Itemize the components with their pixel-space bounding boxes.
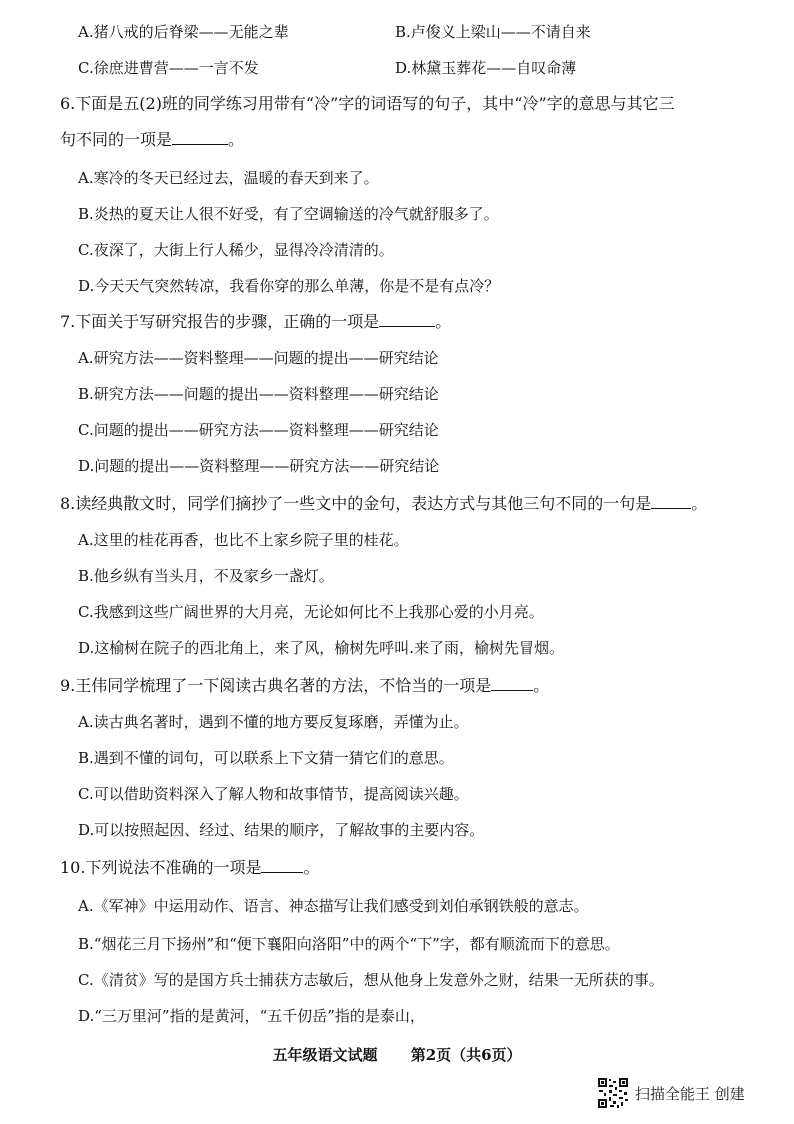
- answer-blank[interactable]: [651, 494, 691, 509]
- q10-stem: [60, 858, 319, 878]
- qr-code-icon: [597, 1077, 629, 1109]
- q7-option-d: D.问题的提出——资料整理——研究方法——研究结论: [78, 457, 440, 475]
- q7-option-c: C.问题的提出——研究方法——资料整理——研究结论: [78, 421, 439, 439]
- page-footer: [0, 1044, 794, 1065]
- option-a-top: A.猪八戒的后脊梁——无能之辈: [78, 23, 289, 41]
- q8-option-b: B.他乡纵有当头月，不及家乡一盏灯。: [78, 567, 334, 585]
- q6-stem-line2: [60, 130, 244, 150]
- scanner-label: 扫描全能王 创建: [635, 1084, 745, 1103]
- q10-option-b: B.“烟花三月下扬州”和“便下襄阳向洛阳”中的两个“下”字，都有顺流而下的意思。: [78, 935, 620, 953]
- scanner-watermark: [597, 1076, 745, 1110]
- q6-option-a: A.寒冷的冬天已经过去，温暖的春天到来了。: [78, 169, 379, 187]
- q9-option-d: D.可以按照起因、经过、结果的顺序，了解故事的主要内容。: [78, 821, 485, 839]
- option-c-top: C.徐庶进曹营——一言不发: [78, 59, 259, 77]
- q7-stem: [60, 312, 451, 332]
- q9-option-c: C.可以借助资料深入了解人物和故事情节，提高阅读兴趣。: [78, 785, 469, 803]
- q8-stem: [60, 494, 707, 514]
- q9-stem: [60, 676, 549, 696]
- option-b-top: B.卢俊义上梁山——不请自来: [395, 23, 591, 41]
- q8-option-c: C.我感到这些广阔世界的大月亮，无论如何比不上我那心爱的小月亮。: [78, 603, 544, 621]
- q6-option-c: C.夜深了，大街上行人稀少，显得冷冷清清的。: [78, 241, 394, 259]
- q6-stem-end: 。: [228, 130, 245, 149]
- q6-option-b: B.炎热的夏天让人很不好受，有了空调输送的冷气就舒服多了。: [78, 205, 499, 223]
- answer-blank[interactable]: [491, 676, 533, 691]
- answer-blank[interactable]: [172, 130, 228, 145]
- q6-option-d: D.今天天气突然转凉，我看你穿的那么单薄，你是不是有点冷？: [78, 277, 500, 295]
- q6-stem-text: 句不同的一项是: [60, 130, 173, 149]
- q6-stem-line1: 6.下面是五(2)班的同学练习用带有“冷”字的词语写的句子，其中“冷”字的意思与其它三: [60, 94, 675, 113]
- footer-title: 五年级语文试题: [272, 1046, 378, 1064]
- footer-page-number: 第2页（共6页）: [410, 1046, 522, 1064]
- q10-stem-text: 10.下列说法不准确的一项是: [60, 858, 262, 877]
- option-d-top: D.林黛玉葬花——自叹命薄: [395, 59, 577, 77]
- q7-stem-text: 7.下面关于写研究报告的步骤，正确的一项是: [60, 312, 380, 331]
- answer-blank[interactable]: [261, 858, 303, 873]
- q10-stem-end: 。: [303, 858, 320, 877]
- q10-option-a: A.《军神》中运用动作、语言、神态描写让我们感受到刘伯承钢铁般的意志。: [78, 897, 589, 915]
- q9-stem-text: 9.王伟同学梳理了一下阅读古典名著的方法，不恰当的一项是: [60, 676, 492, 695]
- q9-option-a: A.读古典名著时，遇到不懂的地方要反复琢磨，弄懂为止。: [78, 713, 469, 731]
- q7-stem-end: 。: [435, 312, 452, 331]
- q10-option-c: C.《清贫》写的是国方兵士捕获方志敏后，想从他身上发意外之财，结果一无所获的事。: [78, 971, 664, 989]
- answer-blank[interactable]: [379, 312, 435, 327]
- q9-stem-end: 。: [533, 676, 550, 695]
- q9-option-b: B.遇到不懂的词句，可以联系上下文猜一猜它们的意思。: [78, 749, 454, 767]
- q10-option-d: D.“三万里河”指的是黄河，“五千仞岳”指的是泰山，: [78, 1007, 425, 1025]
- q8-option-a: A.这里的桂花再香，也比不上家乡院子里的桂花。: [78, 531, 409, 549]
- q7-option-b: B.研究方法——问题的提出——资料整理——研究结论: [78, 385, 439, 403]
- q8-option-d: D.这榆树在院子的西北角上，来了风，榆树先呼叫.来了雨，榆树先冒烟。: [78, 639, 565, 657]
- q7-option-a: A.研究方法——资料整理——问题的提出——研究结论: [78, 349, 439, 367]
- q8-stem-text: 8.读经典散文时，同学们摘抄了一些文中的金句，表达方式与其他三句不同的一句是: [60, 494, 652, 513]
- q8-stem-end: 。: [691, 494, 708, 513]
